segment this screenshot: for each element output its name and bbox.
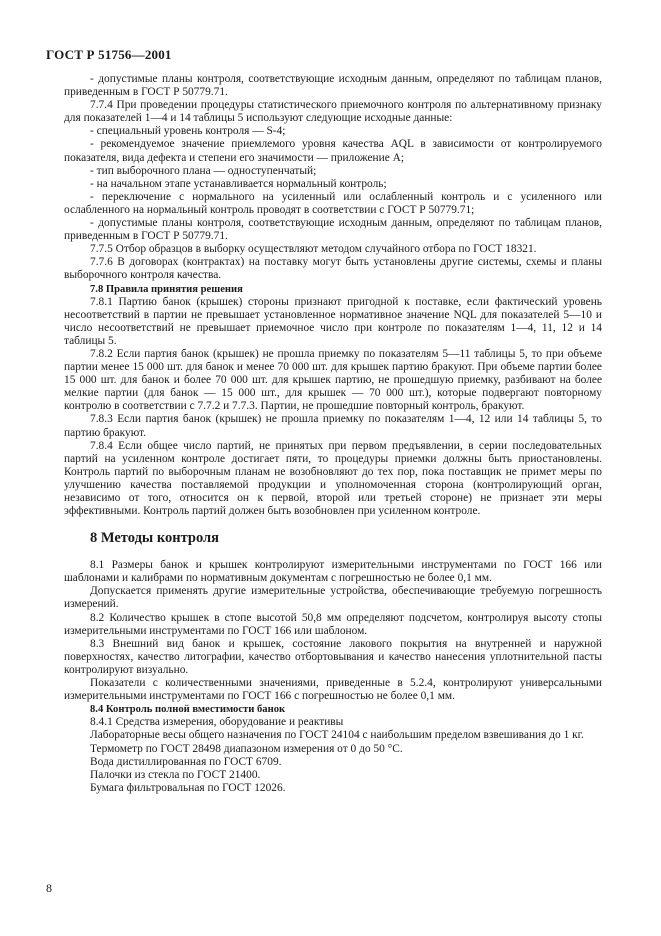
paragraph: - специальный уровень контроля — S-4;	[90, 125, 286, 138]
paragraph: 7.8.2 Если партия банок (крышек) не прошла приемку по показателям 5—11 таблицы 5, то при объеме партии менее 15 000 шт. для банок и менее 70 000 шт. для крышек партию бракуют. При объеме партии более 15 000 шт. для банок и более 70 000 шт. для крышек партию, не прошедшую приемку, разбивают на более мелкие партии (для банок — 15 000 шт., для крышек — 70 000 шт.), которые подвергают повторному контролю в соответствии с 7.7.2 и 7.7.3. Партии, не прошедшие повторный контроль, бракуют.	[64, 347, 602, 413]
subsection-heading: 7.8 Правила принятия решения	[90, 283, 243, 295]
paragraph: - допустимые планы контроля, соответствующие исходным данным, определяют по таблицам планов, приведенным в ГОСТ Р 50779.71.	[64, 217, 602, 243]
paragraph: Термометр по ГОСТ 28498 диапазоном измерения от 0 до 50 °С.	[90, 742, 403, 755]
paragraph: - допустимые планы контроля, соответствующие исходным данным, определяют по таблицам планов, приведенным в ГОСТ Р 50779.71.	[64, 73, 602, 99]
paragraph: - на начальном этапе устанавливается нормальный контроль;	[90, 177, 387, 190]
paragraph: 8.4.1 Средства измерения, оборудование и реактивы	[90, 716, 344, 729]
paragraph: Показатели с количественными значениями, приведенные в 5.2.4, контролируют универсальными измерительными инструментами по ГОСТ 166 с погрешностью не более 0,1 мм.	[64, 677, 602, 703]
paragraph: 7.8.3 Если партия банок (крышек) не прошла приемку по показателям 1—4, 12 или 14 таблицы 5, то партию бракуют.	[64, 413, 602, 439]
paragraph: 8.1 Размеры банок и крышек контролируют измерительными инструментами по ГОСТ 166 или шаблонами и калибрами по нормативным документам с погрешностью не более 0,1 мм.	[64, 559, 602, 585]
subsection-heading: 8.4 Контроль полной вместимости банок	[90, 704, 286, 716]
paragraph: Допускается применять другие измерительные устройства, обеспечивающие требуемую погрешность измерений.	[64, 585, 602, 611]
paragraph: - тип выборочного плана — одноступенчатый;	[90, 164, 317, 177]
paragraph: Бумага фильтровальная по ГОСТ 12026.	[90, 781, 286, 794]
section-heading: 8 Методы контроля	[90, 530, 220, 547]
page-number: 8	[46, 881, 52, 895]
paragraph: 7.7.4 При проведении процедуры статистического приемочного контроля по альтернативному признаку для показателей 1—4 и 14 таблицы 5 используют следующие исходные данные:	[64, 99, 602, 125]
paragraph: - переключение с нормального на усиленный или ослабленный контроль и с усиленного или ослабленного на нормальный контроль проводят в соответствии с ГОСТ Р 50779.71;	[64, 190, 602, 216]
paragraph: Вода дистиллированная по ГОСТ 6709.	[90, 755, 282, 768]
paragraph: 8.3 Внешний вид банок и крышек, состояние лакового покрытия на внутренней и наружной поверхностях, качество литографии, качество отбортовывания и качество нанесения уплотнительной пасты контролируют визуально.	[64, 637, 602, 676]
paragraph: 7.7.6 В договорах (контрактах) на поставку могут быть установлены другие системы, схемы и планы выборочного контроля качества.	[64, 256, 602, 282]
paragraph: 7.8.4 Если общее число партий, не принятых при первом предъявлении, в серии последовательных партий на усиленном контроле достигает пяти, то процедуры приемки должны быть приостановлены. Контроль партий по выборочным планам не возобновляют до тех пор, пока поставщик не примет меры по улучшению качества поставляемой продукции и уполномоченная сторона (контролирующий орган, независимо от того, относится он к первой, второй или третьей стороне) не признает эти меры эффективными. Контроль партий должен быть возобновлен при усиленном контроле.	[64, 439, 602, 518]
paragraph: 7.7.5 Отбор образцов в выборку осуществляют методом случайного отбора по ГОСТ 18321.	[90, 243, 537, 256]
paragraph: 8.2 Количество крышек в стопе высотой 50,8 мм определяют подсчетом, контролируя высоту стопы измерительными инструментами по ГОСТ 166 или шаблоном.	[64, 611, 602, 637]
paragraph: Лабораторные весы общего назначения по ГОСТ 24104 с наибольшим пределом взвешивания до 1 кг.	[90, 729, 584, 742]
document-header: ГОСТ Р 51756—2001	[46, 47, 172, 62]
paragraph: - рекомендуемое значение приемлемого уровня качества AQL в зависимости от контролируемого показателя, вида дефекта и степени его значимости — приложение А;	[64, 138, 602, 164]
document-body	[64, 73, 602, 795]
paragraph: Палочки из стекла по ГОСТ 21400.	[90, 768, 261, 781]
paragraph: 7.8.1 Партию банок (крышек) стороны признают пригодной к поставке, если фактический уровень несоответствий в партии не превышает установленное нормативное значение NQL для показателей 5—10 и число несоответствий не превышает приемочное число при контроле по показателям 1—4, 11, 12 и 14 таблицы 5.	[64, 295, 602, 347]
